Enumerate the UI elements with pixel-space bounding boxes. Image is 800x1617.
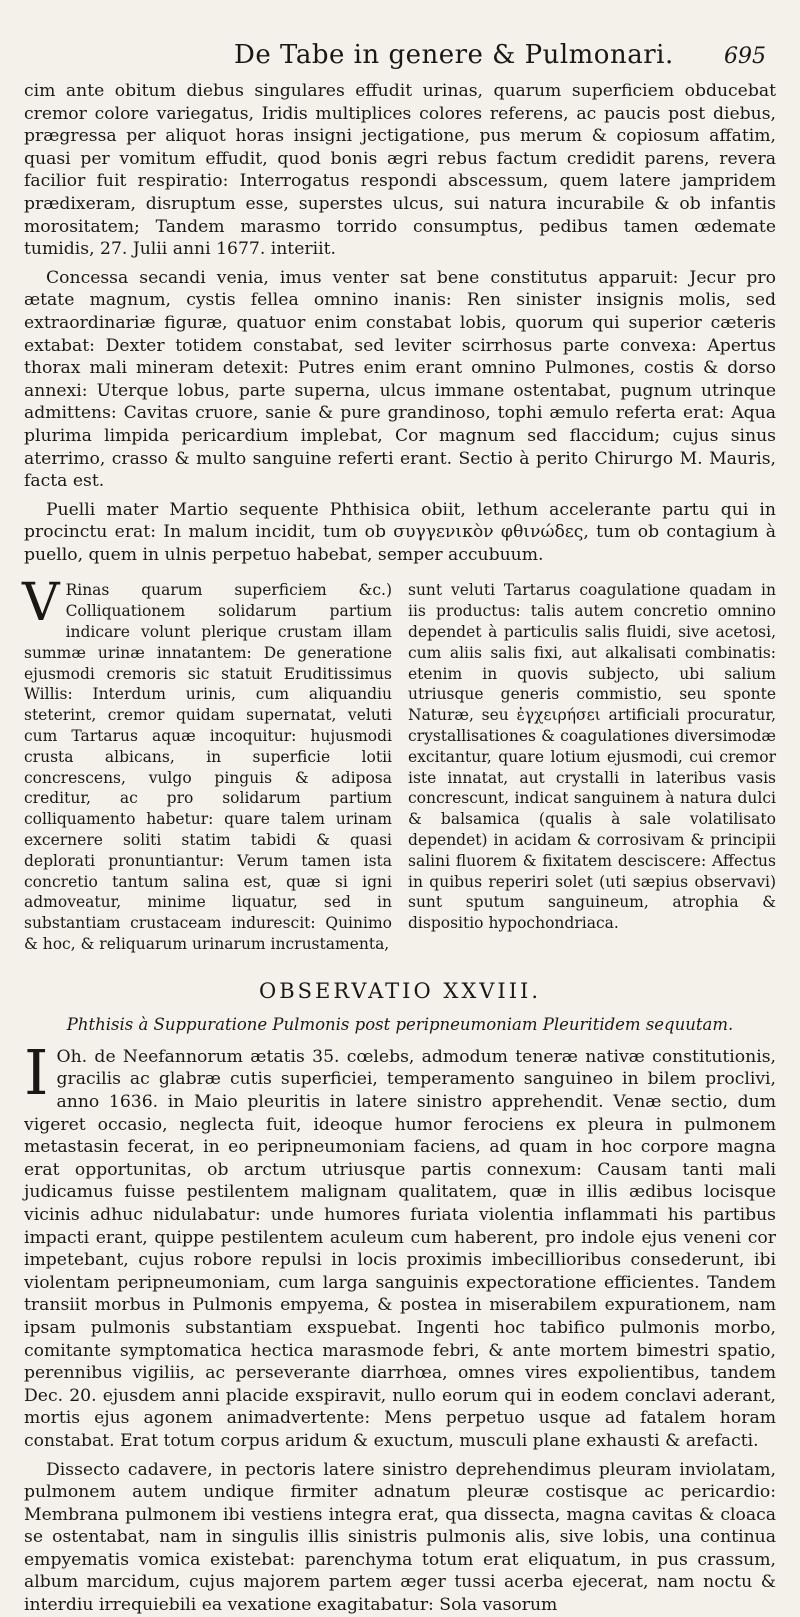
commentary-left-column (22, 573, 392, 954)
main-text (24, 80, 776, 566)
observation-paragraph-1-text: Oh. de Neefannorum ætatis 35. cœlebs, admodum teneræ nativæ constitutionis, gracilis ac glabræ cutis superficiei, temperamento sanguineo in bilem proclivi, anno 1636. in Maio pleuritis in latere sinistro apprehendit. Venæ sectio, dum vigeret occasio, neglecta fuit, ideoque humor ferociens ex pleura in pulmonem metastasin fecerat, in eo peripneumoniam faciens, ad quam in hoc corpore magna erat opportunitas, ob arctum utriusque partis connexum: Causam tanti mali judicamus fuisse pestilentem malignam qualitatem, quæ in illis ædibus locisque vicinis adhuc nidulabatur: unde humores furiata violentia inflammati his partibus impacti erant, quippe pestilentem aculeum cum haberent, pro indole ejus veneni cor impetebant, cujus robore repulsi in locis proximis imbecillioribus consederunt, ibi violentam peripneumoniam, cum larga sanguinis expectoratione efficientes. Tandem transiit morbus in Pulmonis empyema, & postea in miserabilem expurationem, nam ipsam pulmonis substantiam exspuebat. Ingenti hoc tabifico pulmonis morbo, comitante symptomatica hectica marasmode febri, & ante mortem bimestri spatio, perennibus vigiliis, ac perseverante diarrhœa, omnes vires expolientibus, tandem Dec. 20. ejusdem anni placide exspiravit, nullo eorum qui in eodem conclavi aderant, mortis ejus agonem animadvertente: Mens perpetuo usque ad fatalem horam constabat. Erat totum corpus aridum & exuctum, musculi plane exhausti & arefacti. (24, 1046, 776, 1451)
paragraph-continuation: cim ante obitum diebus singulares effudit urinas, quarum superficiem obducebat cremor colore variegatus, Iridis multiplices colores referens, ac paucis post diebus, prægressa per aliquot horas insigni jectigatione, pus merum & copiosum affatim, quasi per vomitum effudit, quod bonis ægri rebus factum credidit parens, revera facilior fuit respiratio: Interrogatus respondi abscessum, quem latere jampridem prædixeram, disruptum esse, superstes ulcus, sui natura incurabile & ob infantis morositatem; Tandem marasmo torrido consumptus, pedibus tamen œdemate tumidis, 27. Julii anni 1677. interiit. (24, 81, 776, 260)
commentary-left-text: Rinas quarum superficiem &c.) Colliquationem solidarum partium indicare volunt plerique crustam illam summæ urinæ innatantem: De generatione ejusmodi cremoris sic statuit Eruditissimus Willis: Interdum urinis, cum aliquandiu steterint, cremor quidam supernatat, veluti cum Tartarus aquæ incoquitur: hujusmodi crusta albicans, in superficie lotii concrescens, vulgo pinguis & adiposa creditur, ac pro solidarum partium colliquamento habetur: quare talem urinam excernere soliti statim tabidi & quasi deplorati pronuntiantur: Verum tamen ista concretio tantum salina est, quæ si igni admoveatur, minime liquatur, sed in substantiam crustaceam indurescit: Quinimo & hoc, & reliquarum urinarum incrustamenta, (24, 581, 392, 954)
paragraph-dissection: Concessa secandi venia, imus venter sat bene constitutus apparuit: Jecur pro ætate magnum, cystis fellea omnino inanis: Ren sinister insignis molis, sed extraordinariæ figuræ, quatuor enim constabat lobis, quorum qui superior cæteris extabat: Dexter totidem constabat, sed leviter scirrhosus parte convexa: Apertus thorax mali mineram detexit: Putres enim erant omnino Pulmones, costis & dorso annexi: Uterque lobus, parte superna, ulcus immane ostentabat, pugnum utrinque admittens: Cavitas cruore, sanie & pure grandinoso, tophi æmulo referta erat: Aqua plurima limpida pericardium implebat, Cor magnum sed flaccidum; cujus sinus aterrimo, crasso & multo sanguine referti erant. Sectio à perito Chirurgo M. Mauris, facta est. (24, 267, 776, 492)
commentary-columns (22, 573, 776, 954)
running-header (24, 40, 776, 80)
observation-paragraph-2: Dissecto cadavere, in pectoris latere sinistro deprehendimus pleuram inviolatam, pulmonem autem undique firmiter adnatum pleuræ costisque ac pericardio: Membrana pulmonem ibi vestiens integra erat, qua dissecta, magna cavitas & cloaca se ostentabat, nam in singulis illis sinistris pulmonis alis, sive lobis, una continua empyematis vomica existebat: parenchyma totum erat eliquatum, in pus crassum, album marcidum, cujus majorem partem æger tussi acerba ejecerat, nam noctu & interdiu irrequiebili ea vexatione exagitabatur: Sola vasorum (24, 1459, 776, 1616)
observation-paragraph-1 (24, 1035, 776, 1453)
commentary-right-text: sunt veluti Tartarus coagulatione quadam in iis productus: talis autem concretio omnino dependet à particulis salis fluidi, sive acetosi, cum aliis salis fixi, aut alkalisati combinatis: etenim in quovis subjecto, ubi salium utriusque generis commistio, seu sponte Naturæ, seu ἐγχειρήσει artificiali procuratur, crystallisationes & coagulationes diversimodæ excitantur, quare lotium ejusmodi, cui cremor iste innatat, aut crystalli in lateribus vasis concrescunt, indicat sanguinem à natura dulci & balsamica (qualis à sale volatilisato dependet) in acidam & corrosivam & principii salini fluorem & fixitatem desciscere: Affectus in quibus reperiri solet (uti sæpius observavi) sunt sputum sanguineum, atrophia & dispositio hypochondriaca. (408, 581, 776, 933)
running-title: De Tabe in genere & Pulmonari. (234, 40, 674, 70)
observation-body (24, 1035, 776, 1617)
paragraph-mother: Puelli mater Martio sequente Phthisica obiit, lethum accelerante partu qui in procinctu erat: In malum incidit, tum ob συγγενικὸν φθινώδες, tum ob contagium à puello, quem in ulnis perpetuo habebat, semper accubuum. (24, 499, 776, 565)
observation-heading: OBSERVATIO XXVIII. (258, 978, 541, 1003)
drop-capital-v: V (22, 573, 60, 634)
commentary-right-column (408, 580, 776, 954)
page-number: 695 (724, 44, 766, 69)
drop-capital-i: I (24, 1035, 49, 1109)
observation-subtitle: Phthisis à Suppuratione Pulmonis post peripneumoniam Pleuritidem sequutam. (66, 1014, 734, 1034)
